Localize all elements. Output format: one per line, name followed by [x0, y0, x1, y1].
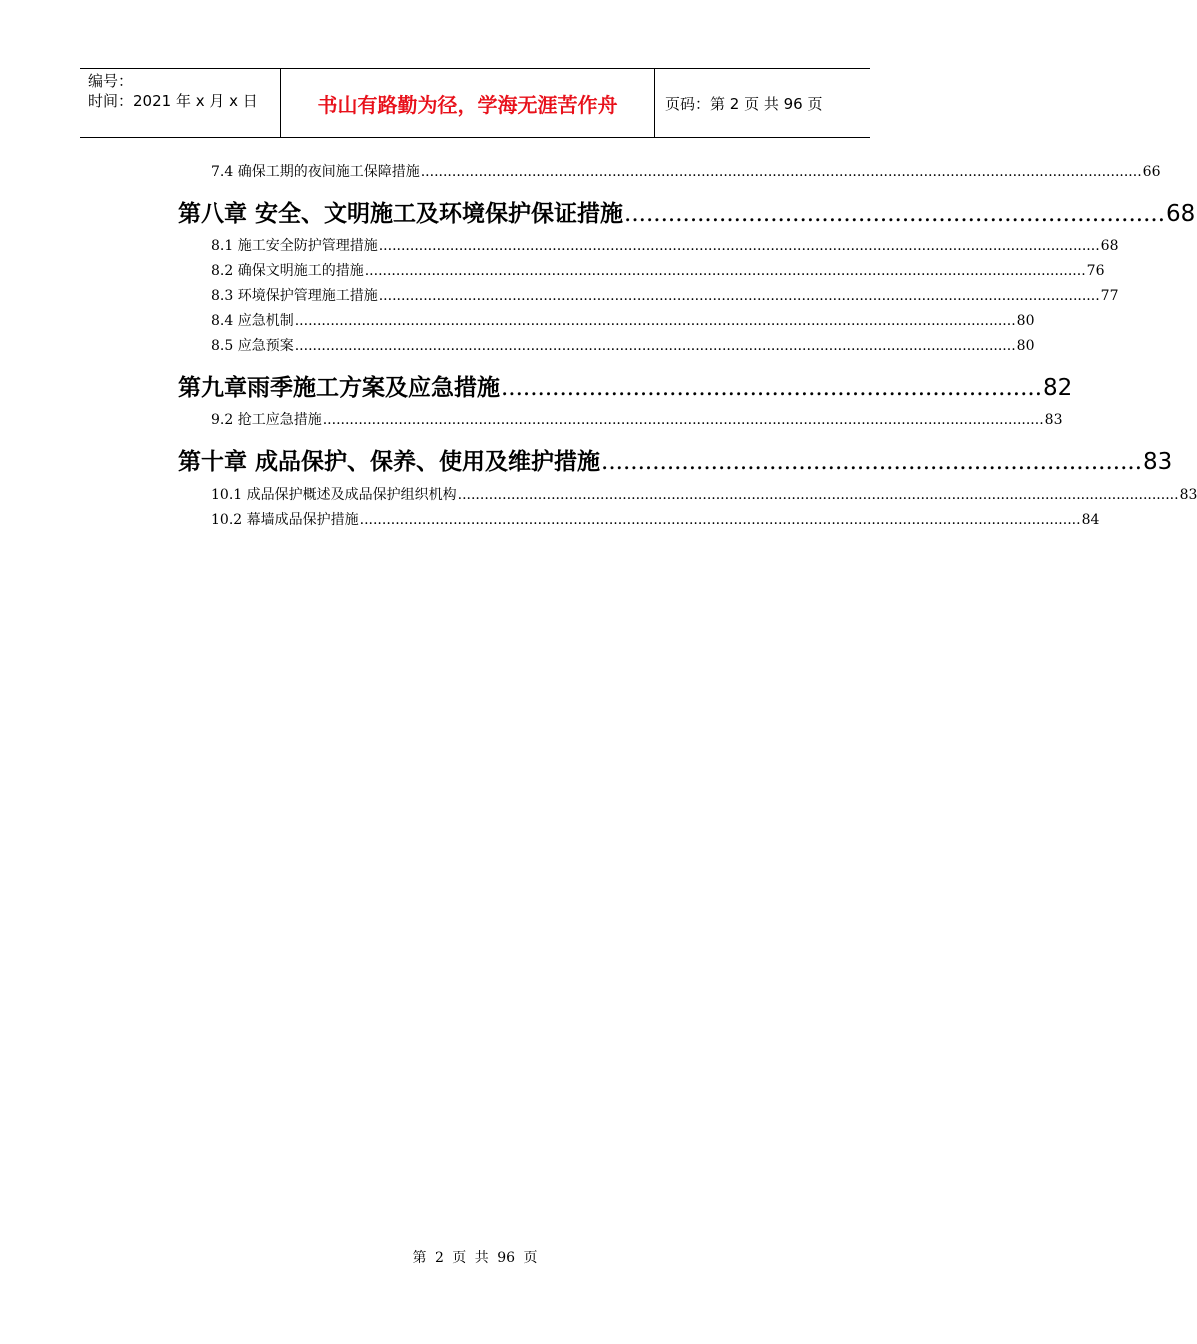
- toc-chapter[interactable]: [178, 443, 1173, 476]
- toc-entry[interactable]: [211, 161, 1161, 181]
- time-label: 时间：2021 年 x 月 x 日: [88, 92, 258, 110]
- toc-entry-page: 80: [1016, 313, 1035, 329]
- toc-entry-page: 80: [1016, 338, 1035, 354]
- toc-entry-label: 10.2 幕墙成品保护措施: [211, 512, 359, 528]
- toc-entry-page: 83: [1179, 487, 1197, 503]
- toc-entry[interactable]: [211, 260, 1105, 280]
- toc-chapter-page: 82: [1043, 375, 1073, 401]
- toc-leader-dots: ..................................................................................................................................................................: [364, 263, 1086, 279]
- page-header: [80, 68, 870, 138]
- toc-leader-dots: ..................................................................................................................................................................: [378, 238, 1100, 254]
- toc-chapter[interactable]: [178, 369, 1073, 402]
- toc-entry-label: 10.1 成品保护概述及成品保护组织机构: [211, 487, 457, 503]
- toc-entry[interactable]: [211, 509, 1100, 529]
- toc-leader-dots: ..........................................................................: [624, 201, 1166, 227]
- toc-entry-label: 8.1 施工安全防护管理措施: [211, 238, 378, 254]
- toc-chapter-label: 第九章雨季施工方案及应急措施: [178, 374, 500, 401]
- toc-entry[interactable]: [211, 484, 1197, 504]
- toc-leader-dots: ..................................................................................................................................................................: [378, 288, 1100, 304]
- toc-chapter-page: 83: [1143, 449, 1173, 475]
- toc-entry-page: 83: [1044, 412, 1063, 428]
- toc-entry[interactable]: [211, 335, 1035, 355]
- toc-entry-page: 84: [1081, 512, 1100, 528]
- toc-leader-dots: ..................................................................................................................................................................: [420, 164, 1142, 180]
- toc-entry-label: 8.4 应急机制: [211, 313, 294, 329]
- toc-entry[interactable]: [211, 409, 1063, 429]
- toc-leader-dots: ..................................................................................................................................................................: [294, 338, 1016, 354]
- header-motto: 书山有路勤为径，学海无涯苦作舟: [280, 69, 655, 137]
- number-label: 编号：: [88, 72, 134, 90]
- toc-leader-dots: ..................................................................................................................................................................: [294, 313, 1016, 329]
- page-footer: 第 2 页 共 96 页: [412, 1250, 538, 1266]
- header-page-info: 页码：第 2 页 共 96 页: [665, 94, 823, 113]
- toc-entry[interactable]: [211, 310, 1035, 330]
- toc-leader-dots: ..................................................................................................................................................................: [322, 412, 1044, 428]
- toc-entry-page: 76: [1086, 263, 1105, 279]
- toc-entry[interactable]: [211, 285, 1119, 305]
- toc-entry-label: 9.2 抢工应急措施: [211, 412, 322, 428]
- toc-entry-page: 68: [1100, 238, 1119, 254]
- toc-entry-page: 77: [1100, 288, 1119, 304]
- toc-entry-label: 8.5 应急预案: [211, 338, 294, 354]
- toc-chapter-label: 第十章 成品保护、保养、使用及维护措施: [178, 448, 601, 475]
- toc-chapter-label: 第八章 安全、文明施工及环境保护保证措施: [178, 200, 624, 227]
- toc-entry[interactable]: [211, 235, 1119, 255]
- toc-leader-dots: ..................................................................................................................................................................: [457, 487, 1179, 503]
- toc-chapter[interactable]: [178, 195, 1196, 228]
- header-meta: [80, 69, 280, 137]
- toc-leader-dots: ..........................................................................: [501, 375, 1043, 401]
- toc-entry-page: 66: [1142, 164, 1161, 180]
- toc-chapter-page: 68: [1166, 201, 1196, 227]
- toc-entry-label: 8.3 环境保护管理施工措施: [211, 288, 378, 304]
- toc-leader-dots: ..................................................................................................................................................................: [359, 512, 1081, 528]
- toc-leader-dots: ..........................................................................: [601, 449, 1143, 475]
- toc-entry-label: 8.2 确保文明施工的措施: [211, 263, 364, 279]
- toc-entry-label: 7.4 确保工期的夜间施工保障措施: [211, 164, 420, 180]
